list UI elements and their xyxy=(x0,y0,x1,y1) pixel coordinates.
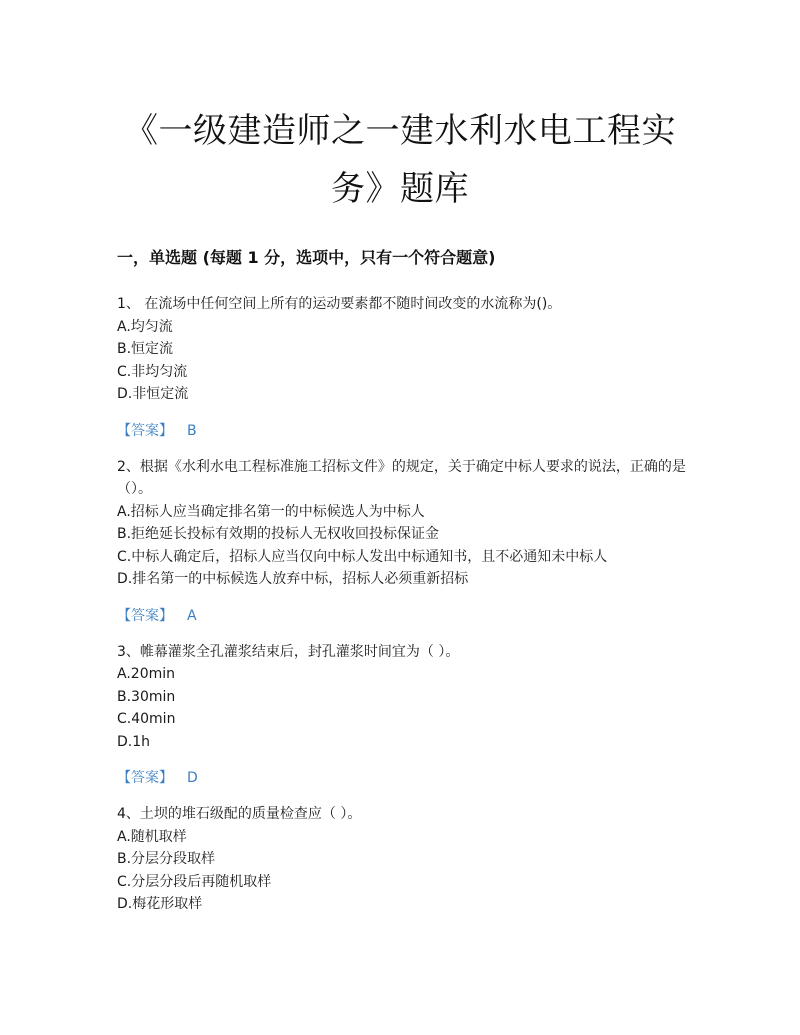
answer-label: 【答案】 xyxy=(117,422,173,439)
option-a: A.20min xyxy=(117,666,175,682)
answer-value: B xyxy=(187,422,197,439)
answer-line xyxy=(117,420,687,442)
question-stem: 3、帷幕灌浆全孔灌浆结束后，封孔灌浆时间宜为（ ）。 xyxy=(117,643,460,660)
answer-label: 【答案】 xyxy=(117,770,173,786)
option-d: D.梅花形取样 xyxy=(117,896,203,912)
answer-label: 【答案】 xyxy=(117,607,173,624)
question-stem: 4、土坝的堆石级配的质量检查应（ ）。 xyxy=(117,806,362,822)
question-4 xyxy=(117,803,687,916)
option-d: D.非恒定流 xyxy=(117,386,189,402)
section-heading: 一，单选题 (每题 1 分，选项中，只有一个符合题意) xyxy=(117,248,496,267)
answer-value: A xyxy=(187,607,197,624)
question-3 xyxy=(117,641,687,790)
option-b: B.恒定流 xyxy=(117,341,174,357)
option-b: B.分层分段取样 xyxy=(117,851,216,867)
question-1 xyxy=(117,293,687,442)
question-2 xyxy=(117,456,687,627)
option-d: D.排名第一的中标候选人放弃中标，招标人必须重新招标 xyxy=(117,571,469,587)
answer-line xyxy=(117,767,687,789)
answer-line xyxy=(117,605,687,627)
option-d: D.1h xyxy=(117,733,151,750)
option-a: A.招标人应当确定排名第一的中标候选人为中标人 xyxy=(117,503,425,520)
option-b: B.拒绝延长投标有效期的投标人无权收回投标保证金 xyxy=(117,526,440,542)
option-b: B.30min xyxy=(117,688,176,705)
answer-value: D xyxy=(187,770,198,786)
question-stem: 2、根据《水利水电工程标准施工招标文件》的规定，关于确定中标人要求的说法，正确的是（）。 xyxy=(117,458,686,497)
option-c: C.40min xyxy=(117,711,176,727)
option-c: C.分层分段后再随机取样 xyxy=(117,873,272,890)
question-stem: 1、 在流场中任何空间上所有的运动要素都不随时间改变的水流称为()。 xyxy=(117,296,562,312)
option-a: A.随机取样 xyxy=(117,828,187,845)
option-c: C.中标人确定后，招标人应当仅向中标人发出中标通知书，且不必通知未中标人 xyxy=(117,548,608,565)
question-list xyxy=(117,293,687,916)
option-a: A.均匀流 xyxy=(117,318,173,335)
option-c: C.非均匀流 xyxy=(117,363,188,380)
document-title: 《一级建造师之一建水利水电工程实务》题库 xyxy=(124,111,676,209)
